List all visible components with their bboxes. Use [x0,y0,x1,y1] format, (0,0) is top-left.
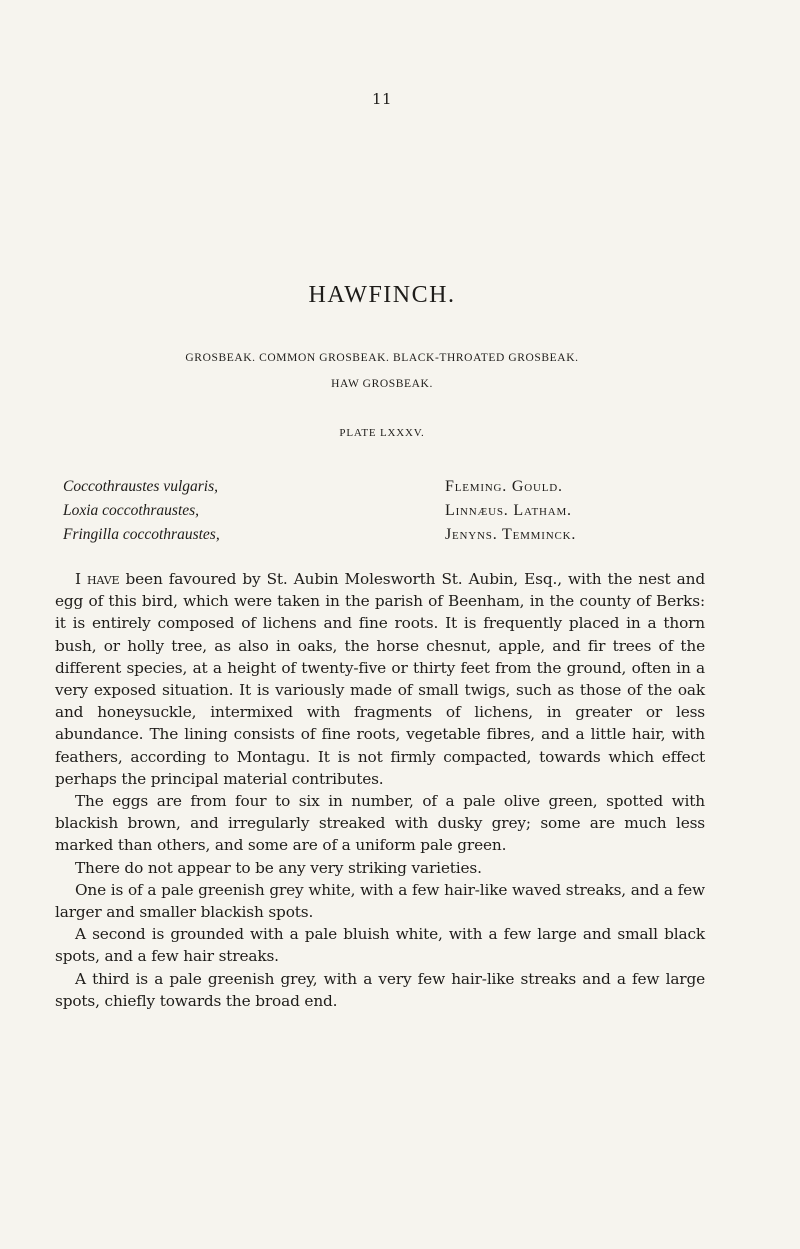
authority: Fleming. Gould. [445,478,563,495]
synonyms-block [0,345,764,397]
synonyms-line-1: GROSBEAK. COMMON GROSBEAK. BLACK-THROATED GROSBEAK. [185,352,579,364]
scientific-name: Fringilla coccothraustes, [63,526,220,543]
scientific-name: Loxia coccothraustes, [63,502,200,519]
authority: Jenyns. Temminck. [445,526,577,543]
nomenclature-row [63,475,683,499]
body-text [55,568,705,1012]
nomenclature-table [63,475,683,547]
paragraph-lead: I have [75,570,120,588]
authority: Linnæus. Latham. [445,502,572,519]
page-number: 11 [371,90,393,108]
paragraph-varieties: There do not appear to be any very striking varieties. [75,858,482,877]
paragraph-variety-three: A third is a pale greenish grey, with a very few hair-like streaks and a few large spots, chiefly towards the broad end. [55,969,705,1010]
paragraph-nest [55,568,705,790]
paragraph-eggs: The eggs are from four to six in number, of a pale olive green, spotted with blackish brown, and irregularly streaked with dusky grey; some are much less marked than others, and some are of a uniform pale green. [55,792,705,855]
paragraph-variety-one: One is of a pale greenish grey white, with a few hair-like waved streaks, and a few larger and smaller blackish spots. [55,880,705,922]
page-title: HAWFINCH. [308,282,456,308]
synonyms-line-2: HAW GROSBEAK. [331,378,433,390]
scientific-name: Coccothraustes vulgaris, [63,478,218,495]
nomenclature-row [63,523,683,547]
nomenclature-row [63,499,683,523]
paragraph-variety-two: A second is grounded with a pale bluish white, with a few large and small black spots, and a few hair streaks. [55,925,705,966]
plate-label: PLATE LXXXV. [339,427,425,439]
paragraph-text: been favoured by St. Aubin Molesworth St. Aubin, Esq., with the nest and egg of this bird, which were taken in the parish of Beenham, in the county of Berks: it is entirely composed of lichens and fine roots. It is frequently placed in a thorn bush, or holly tree, as also in oaks, the horse chesnut, apple, and fir trees of the different species, at a height of twenty-five or thirty feet from the ground, often in a very exposed situation. It is variously made of small twigs, such as those of the oak and honeysuckle, intermixed with fragments of lichens, in greater or less abundance. The lining consists of fine roots, vegetable fibres, and a little hair, with feathers, according to Montagu. It is not firmly compacted, towards which effect perhaps the principal material contributes. [55,570,705,788]
